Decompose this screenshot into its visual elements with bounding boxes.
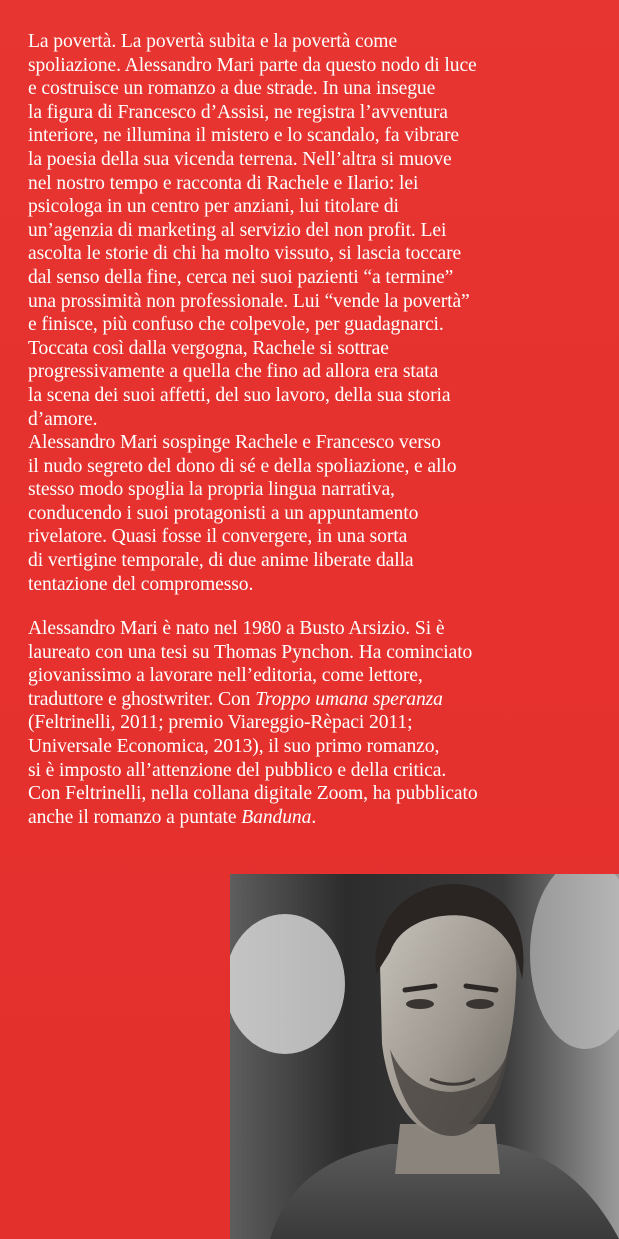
bio-line: si è imposto all’attenzione del pubblico e della critica. (28, 759, 447, 781)
text-line: e finisce, più confuso che colpevole, per guadagnarci. (28, 314, 444, 336)
text-line: un’agenzia di marketing al servizio del non profit. Lei (28, 219, 447, 241)
text-line: d’amore. (28, 408, 98, 430)
text-line: stesso modo spoglia la propria lingua narrativa, (28, 479, 395, 501)
text-line: il nudo segreto del dono di sé e della spoliazione, e allo (28, 455, 457, 477)
text-line: conducendo i suoi protagonisti a un appuntamento (28, 502, 419, 524)
book-title: Banduna (241, 806, 312, 828)
bio-line: laureato con una tesi su Thomas Pynchon. Ha cominciato (28, 641, 473, 663)
text-line: progressivamente a quella che fino ad allora era stata (28, 361, 439, 383)
text-line: Alessandro Mari sospinge Rachele e Francesco verso (28, 432, 441, 454)
book-title: Troppo umana speranza (255, 688, 443, 710)
text-line: di vertigine temporale, di due anime liberate dalla (28, 550, 414, 572)
text-line: la figura di Francesco d’Assisi, ne registra l’avventura (28, 101, 448, 123)
text-line: tentazione del compromesso. (28, 573, 254, 595)
author-bio (28, 617, 598, 829)
text-line: spoliazione. Alessandro Mari parte da questo nodo di luce (28, 54, 477, 76)
synopsis-text (28, 30, 598, 596)
bio-text: traduttore e ghostwriter. Con (28, 688, 256, 710)
text-line: nel nostro tempo e racconta di Rachele e Ilario: lei (28, 172, 419, 194)
text-line: ascolta le storie di chi ha molto vissuto, si lascia toccare (28, 243, 462, 265)
author-photo (230, 874, 619, 1239)
bio-line (28, 806, 598, 830)
bio-line: giovanissimo a lavorare nell’editoria, come lettore, (28, 665, 423, 687)
bio-text: . (311, 806, 317, 828)
author-photo-icon (230, 874, 619, 1239)
text-line: La povertà. La povertà subita e la povertà come (28, 31, 398, 52)
bio-line (28, 688, 598, 712)
text-line: la scena dei suoi affetti, del suo lavoro, della sua storia (28, 384, 451, 406)
text-line: la poesia della sua vicenda terrena. Nell’altra si muove (28, 148, 452, 170)
text-line: psicologa in un centro per anziani, lui titolare di (28, 196, 399, 218)
bio-line: Universale Economica, 2013), il suo primo romanzo, (28, 735, 440, 757)
bio-line: Alessandro Mari è nato nel 1980 a Busto Arsizio. Si è (28, 618, 445, 639)
text-line: e costruisce un romanzo a due strade. In una insegue (28, 78, 436, 100)
text-line: una prossimità non professionale. Lui “vende la povertà” (28, 290, 470, 312)
bio-line: (Feltrinelli, 2011; premio Viareggio-Rèpaci 2011; (28, 712, 413, 734)
bio-text: anche il romanzo a puntate (28, 806, 242, 828)
text-line: rivelatore. Quasi fosse il convergere, in una sorta (28, 526, 408, 548)
text-line: interiore, ne illumina il mistero e lo scandalo, fa vibrare (28, 125, 459, 147)
text-line: dal senso della fine, cerca nei suoi pazienti “a termine” (28, 266, 454, 288)
bio-line: Con Feltrinelli, nella collana digitale Zoom, ha pubblicato (28, 783, 478, 805)
text-line: Toccata così dalla vergogna, Rachele si sottrae (28, 337, 389, 359)
